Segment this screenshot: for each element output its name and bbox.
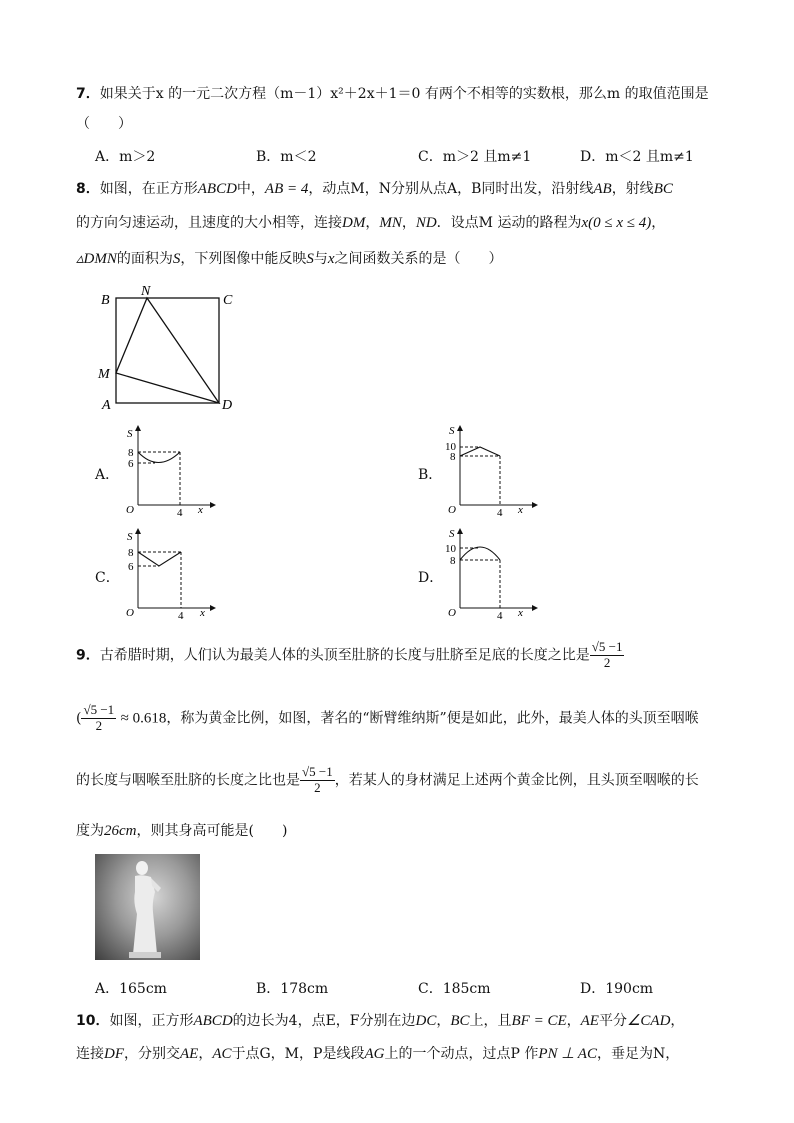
curve xyxy=(460,547,500,560)
graph-b xyxy=(442,425,542,517)
math: PN ⊥ AC xyxy=(538,1046,597,1062)
text: ，则其身高可能是( ) xyxy=(136,823,288,839)
tick-4: 4 xyxy=(497,507,503,517)
tick-4: 4 xyxy=(177,507,183,517)
text: 的长度与咽喉至肚脐的长度之比也是 xyxy=(76,772,300,789)
origin: O xyxy=(448,607,456,619)
text: 如图，正方形 xyxy=(109,1013,194,1029)
graph-option-c: C． xyxy=(95,570,120,586)
question-10-line-1 xyxy=(76,1010,684,1030)
label-d: D xyxy=(222,398,233,413)
math: ABCD xyxy=(197,181,237,197)
question-10-line-2 xyxy=(76,1043,679,1063)
math: BC xyxy=(653,181,673,197)
text: 连接 xyxy=(76,1046,104,1062)
fraction-denominator: 2 xyxy=(95,717,103,733)
origin: O xyxy=(126,504,134,516)
text: 古希腊时期，人们认为最美人体的头顶至肚脐的长度与肚脐至足底的长度之比是 xyxy=(99,647,590,664)
question-9-line-3 xyxy=(76,765,699,796)
text: ，垂足为N， xyxy=(596,1046,680,1062)
text: ， xyxy=(436,1013,451,1029)
math: S xyxy=(172,251,181,267)
square-abcd xyxy=(116,298,219,403)
text: ，称为黄金比例，如图，著名的“断臂维纳斯”便是如此，此外，最美人体的头顶至咽喉 xyxy=(166,710,699,727)
option-b: B．178cm xyxy=(256,981,329,997)
math: AE xyxy=(180,1046,199,1062)
text: ， xyxy=(566,1013,581,1029)
math: x(0 ≤ x ≤ 4) xyxy=(581,215,652,231)
text: 上，且 xyxy=(469,1013,512,1029)
label-a: A xyxy=(102,398,111,413)
tick-4: 4 xyxy=(178,610,184,620)
question-7 xyxy=(76,83,709,103)
fraction-numerator: √5 −1 xyxy=(302,764,333,779)
option-a: A．165cm xyxy=(95,981,167,997)
option-a: A．m＞2 xyxy=(95,149,156,165)
golden-fraction xyxy=(81,703,116,734)
text: 的边长为4，点E，F分别在边 xyxy=(232,1013,416,1029)
tick-6: 6 xyxy=(128,561,134,573)
text: ， xyxy=(401,215,416,231)
golden-fraction xyxy=(590,640,625,671)
math: ∠CAD xyxy=(626,1013,671,1029)
question-number: 7． xyxy=(76,86,100,102)
venus-statue-image xyxy=(95,854,200,960)
question-number: 10． xyxy=(76,1013,110,1029)
tick-10: 10 xyxy=(445,441,456,453)
text: ， xyxy=(198,1046,213,1062)
math: AG xyxy=(364,1046,385,1062)
math: AB = 4 xyxy=(264,181,309,197)
math: ≈ 0.618 xyxy=(120,710,167,727)
text: ( xyxy=(76,710,82,727)
math: S xyxy=(306,251,314,267)
math: 26cm xyxy=(104,823,137,839)
text: ，若某人的身材满足上述两个黄金比例，且头顶至咽喉的长 xyxy=(334,772,699,789)
math: ND xyxy=(415,215,437,231)
question-text: 如果关于x 的一元二次方程（m－1）x²＋2x＋1＝0 有两个不相等的实数根，那么m 的取值范围是 xyxy=(99,86,709,102)
label-x: x xyxy=(518,607,523,619)
option-d: D．m＜2 且m≠1 xyxy=(580,149,694,165)
fraction-denominator: 2 xyxy=(603,654,611,670)
math: DC xyxy=(415,1013,437,1029)
curve xyxy=(460,447,500,456)
math: AB xyxy=(593,181,612,197)
question-number: 9． xyxy=(76,647,100,664)
golden-fraction xyxy=(300,765,335,796)
question-9-line-4 xyxy=(76,820,287,840)
graph-c xyxy=(120,528,220,620)
math: BF = CE xyxy=(511,1013,567,1029)
tick-8: 8 xyxy=(128,447,134,459)
text: 于点G，M，P是线段 xyxy=(231,1046,365,1062)
label-b: B xyxy=(101,293,110,308)
triangle-dmn xyxy=(116,298,219,403)
math: DF xyxy=(104,1046,124,1062)
math: ▵DMN xyxy=(76,251,117,267)
label-s: S xyxy=(127,428,133,440)
label-n: N xyxy=(141,285,151,299)
tick-8: 8 xyxy=(128,547,134,559)
text: 与 xyxy=(313,251,328,267)
text: ， xyxy=(651,215,666,231)
text: ，分别交 xyxy=(124,1046,180,1062)
text: 如图，在正方形 xyxy=(99,181,198,197)
math: BC xyxy=(450,1013,470,1029)
text: 的面积为 xyxy=(116,251,173,267)
option-d: D．190cm xyxy=(580,981,654,997)
text: ，下列图像中能反映 xyxy=(180,251,307,267)
text: 的方向匀速运动，且速度的大小相等，连接 xyxy=(76,215,342,231)
label-x: x xyxy=(200,607,205,619)
tick-10: 10 xyxy=(445,543,456,555)
tick-4: 4 xyxy=(497,610,503,620)
fraction-numerator: √5 −1 xyxy=(83,702,115,717)
tick-8: 8 xyxy=(450,451,456,463)
label-s: S xyxy=(449,425,455,437)
square-figure xyxy=(95,285,245,415)
question-8-line-3 xyxy=(76,248,503,268)
tick-6: 6 xyxy=(128,458,134,470)
statue-icon xyxy=(95,854,200,960)
text: ，动点M，N分别从点A，B同时出发，沿射线 xyxy=(308,181,594,197)
question-8-line-2 xyxy=(76,212,665,232)
label-s: S xyxy=(449,528,455,540)
label-m: M xyxy=(98,367,110,382)
text: ，射线 xyxy=(611,181,654,197)
origin: O xyxy=(448,504,456,516)
origin: O xyxy=(126,607,134,619)
text: ， xyxy=(365,215,380,231)
label-s: S xyxy=(127,531,133,543)
text: 之间函数关系的是（ ） xyxy=(334,251,503,267)
label-c: C xyxy=(223,293,233,308)
question-9-line-2 xyxy=(76,703,699,734)
question-9-line-1 xyxy=(76,640,624,671)
text: 上的一个动点，过点P 作 xyxy=(384,1046,539,1062)
answer-paren: （ ） xyxy=(76,116,132,132)
text: ， xyxy=(670,1013,685,1029)
option-b: B．m＜2 xyxy=(256,149,317,165)
text: 中， xyxy=(236,181,265,197)
math: AE xyxy=(580,1013,599,1029)
fraction-numerator: √5 −1 xyxy=(591,639,623,654)
math: DM xyxy=(342,215,366,231)
question-number: 8． xyxy=(76,181,100,197)
math: x xyxy=(327,251,335,267)
curve xyxy=(138,452,180,463)
fraction-denominator: 2 xyxy=(314,779,321,795)
option-c: C．m＞2 且m≠1 xyxy=(418,149,532,165)
tick-8: 8 xyxy=(450,555,456,567)
graph-option-a: A． xyxy=(95,467,120,483)
text: 平分 xyxy=(598,1013,627,1029)
curve xyxy=(138,552,181,566)
graph-option-b: B． xyxy=(418,467,443,483)
question-8-line-1 xyxy=(76,178,673,198)
text: 度为 xyxy=(76,823,104,839)
graph-a xyxy=(120,425,220,517)
math: MN xyxy=(379,215,402,231)
math: ABCD xyxy=(193,1013,233,1029)
graph-option-d: D． xyxy=(418,570,444,586)
label-x: x xyxy=(518,504,523,516)
option-c: C．185cm xyxy=(418,981,491,997)
math: AC xyxy=(212,1046,232,1062)
label-x: x xyxy=(198,504,203,516)
graph-d xyxy=(442,528,542,620)
text: ．设点M 运动的路程为 xyxy=(436,215,582,231)
